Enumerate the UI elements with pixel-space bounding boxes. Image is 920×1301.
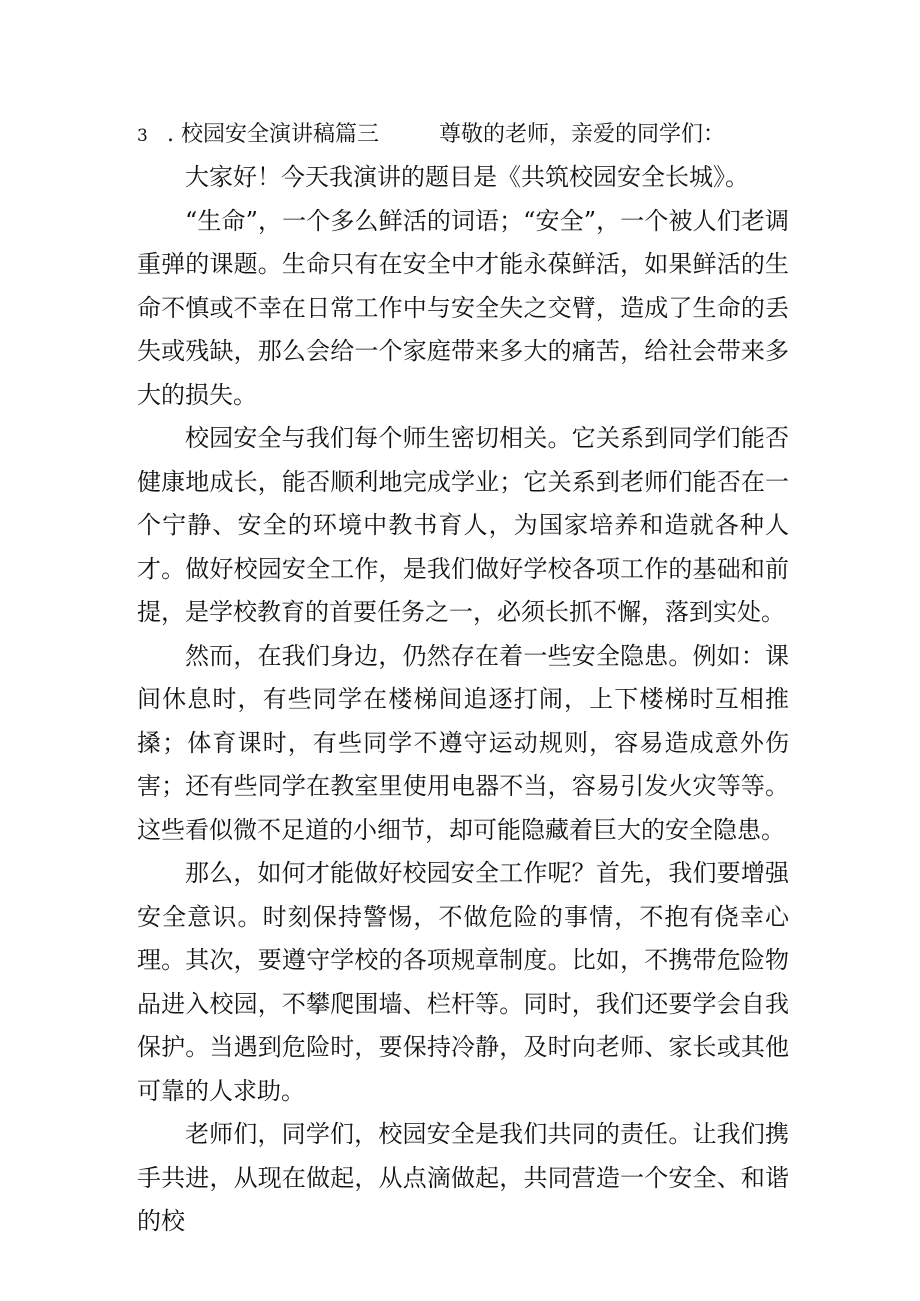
paragraph-hidden-dangers: 然而，在我们身边，仍然存在着一些安全隐患。例如：课间休息时，有些同学在楼梯间追逐打闹，上下楼梯时互相推搡；体育课时，有些同学不遵守运动规则，容易造成意外伤害；还有些同学在教室里使用电器不当，容易引发火灾等等。这些看似微不足道的小细节，却可能隐藏着巨大的安全隐患。 bbox=[137, 641, 789, 844]
section-title: . 校园安全演讲稿篇三 bbox=[167, 122, 379, 147]
salutation: 尊敬的老师，亲爱的同学们： bbox=[439, 122, 726, 147]
section-number: 3 bbox=[137, 126, 148, 146]
section-heading bbox=[137, 118, 797, 152]
paragraph-greeting: 大家好！今天我演讲的题目是《共筑校园安全长城》。 bbox=[185, 163, 749, 191]
paragraph-call-to-action: 老师们，同学们，校园安全是我们共同的责任。让我们携手共进，从现在做起，从点滴做起，共同营造一个安全、和谐的校 bbox=[137, 1120, 789, 1235]
paragraph-how-to-be-safe: 那么，如何才能做好校园安全工作呢？首先，我们要增强安全意识。时刻保持警惕，不做危险的事情，不抱有侥幸心理。其次，要遵守学校的各项规章制度。比如，不携带危险物品进入校园，不攀爬围墙、栏杆等。同时，我们还要学会自我保护。当遇到危险时，要保持冷静，及时向老师、家长或其他可靠的人求助。 bbox=[137, 859, 789, 1105]
paragraph-campus-safety-importance: 校园安全与我们每个师生密切相关。它关系到同学们能否健康地成长，能否顺利地完成学业；它关系到老师们能否在一个宁静、安全的环境中教书育人，为国家培养和造就各种人才。做好校园安全工作，是我们做好学校各项工作的基础和前提，是学校教育的首要任务之一，必须长抓不懈，落到实处。 bbox=[137, 424, 789, 626]
paragraph-life-and-safety: “生命”，一个多么鲜活的词语；“安全”，一个被人们老调重弹的课题。生命只有在安全中才能永葆鲜活，如果鲜活的生命不慎或不幸在日常工作中与安全失之交臂，造成了生命的丢失或残缺，那么会给一个家庭带来多大的痛苦，给社会带来多大的损失。 bbox=[137, 206, 789, 409]
speech-body bbox=[137, 156, 789, 1244]
